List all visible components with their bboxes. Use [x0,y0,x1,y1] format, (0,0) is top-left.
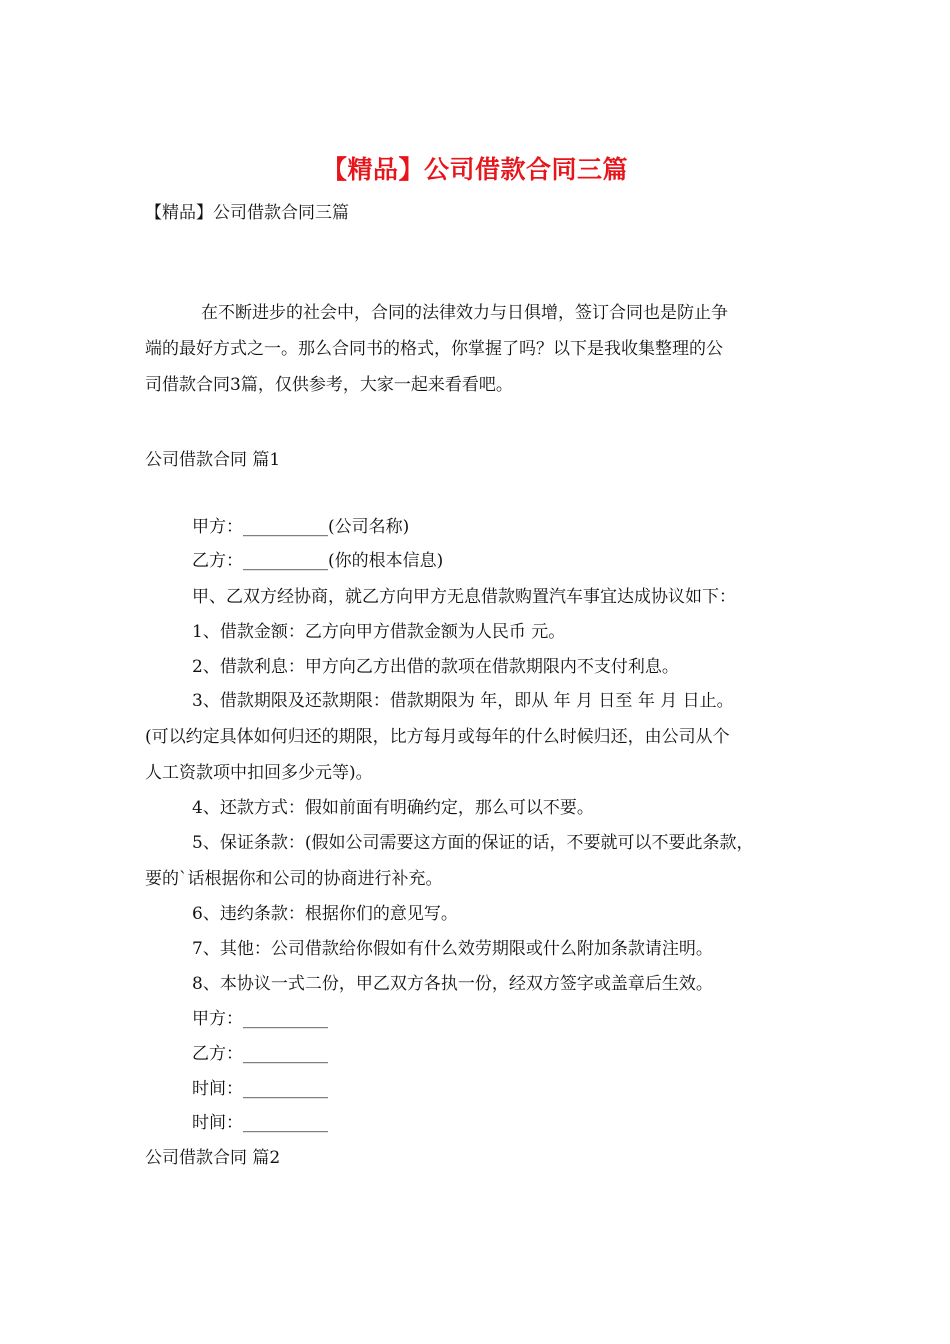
signature-time-2: 时间：__________ [192,1113,328,1133]
intro-line-2: 端的最好方式之一。那么合同书的格式，你掌握了吗？以下是我收集整理的公 [145,339,723,359]
signature-time-1: 时间：__________ [192,1079,328,1099]
clause-3-line-2: (可以约定具体如何归还的期限，比方每月或每年的什么时候归还，由公司从个 [145,727,730,747]
section-2-heading: 公司借款合同 篇2 [145,1148,281,1168]
clause-2: 2、借款利息：甲方向乙方出借的款项在借款期限内不支付利息。 [192,657,679,677]
party-b-line: 乙方：__________(你的根本信息) [192,551,444,571]
clause-4: 4、还款方式：假如前面有明确约定，那么可以不要。 [192,798,594,818]
clause-7: 7、其他：公司借款给你假如有什么效劳期限或什么附加条款请注明。 [192,939,713,959]
clause-5-line-1: 5、保证条款：(假如公司需要这方面的保证的话，不要就可以不要此条款， [192,833,754,853]
section-1-heading: 公司借款合同 篇1 [145,450,281,470]
clause-5-line-2: 要的`话根据你和公司的协商进行补充。 [145,869,443,889]
clause-3-line-1: 3、借款期限及还款期限：借款期限为 年，即从 年 月 日至 年 月 日止。 [192,691,734,711]
signature-party-b: 乙方：__________ [192,1044,328,1064]
document-subtitle: 【精品】公司借款合同三篇 [145,203,349,223]
document-title: 【精品】公司借款合同三篇 [321,155,628,184]
clause-3-line-3: 人工资款项中扣回多少元等)。 [145,763,373,783]
intro-line-3: 司借款合同3篇，仅供参考，大家一起来看看吧。 [145,375,513,395]
party-a-line: 甲方：__________(公司名称) [192,517,410,537]
clause-6: 6、违约条款：根据你们的意见写。 [192,904,458,924]
agreement-intro: 甲、乙双方经协商，就乙方向甲方无息借款购置汽车事宜达成协议如下： [192,587,736,607]
clause-8: 8、本协议一式二份，甲乙双方各执一份，经双方签字或盖章后生效。 [192,974,713,994]
signature-party-a: 甲方：__________ [192,1009,328,1029]
clause-1: 1、借款金额：乙方向甲方借款金额为人民币 元。 [192,622,566,642]
intro-paragraph [145,295,805,403]
intro-line-1: 在不断进步的社会中，合同的法律效力与日俱增，签订合同也是防止争 [201,303,728,323]
